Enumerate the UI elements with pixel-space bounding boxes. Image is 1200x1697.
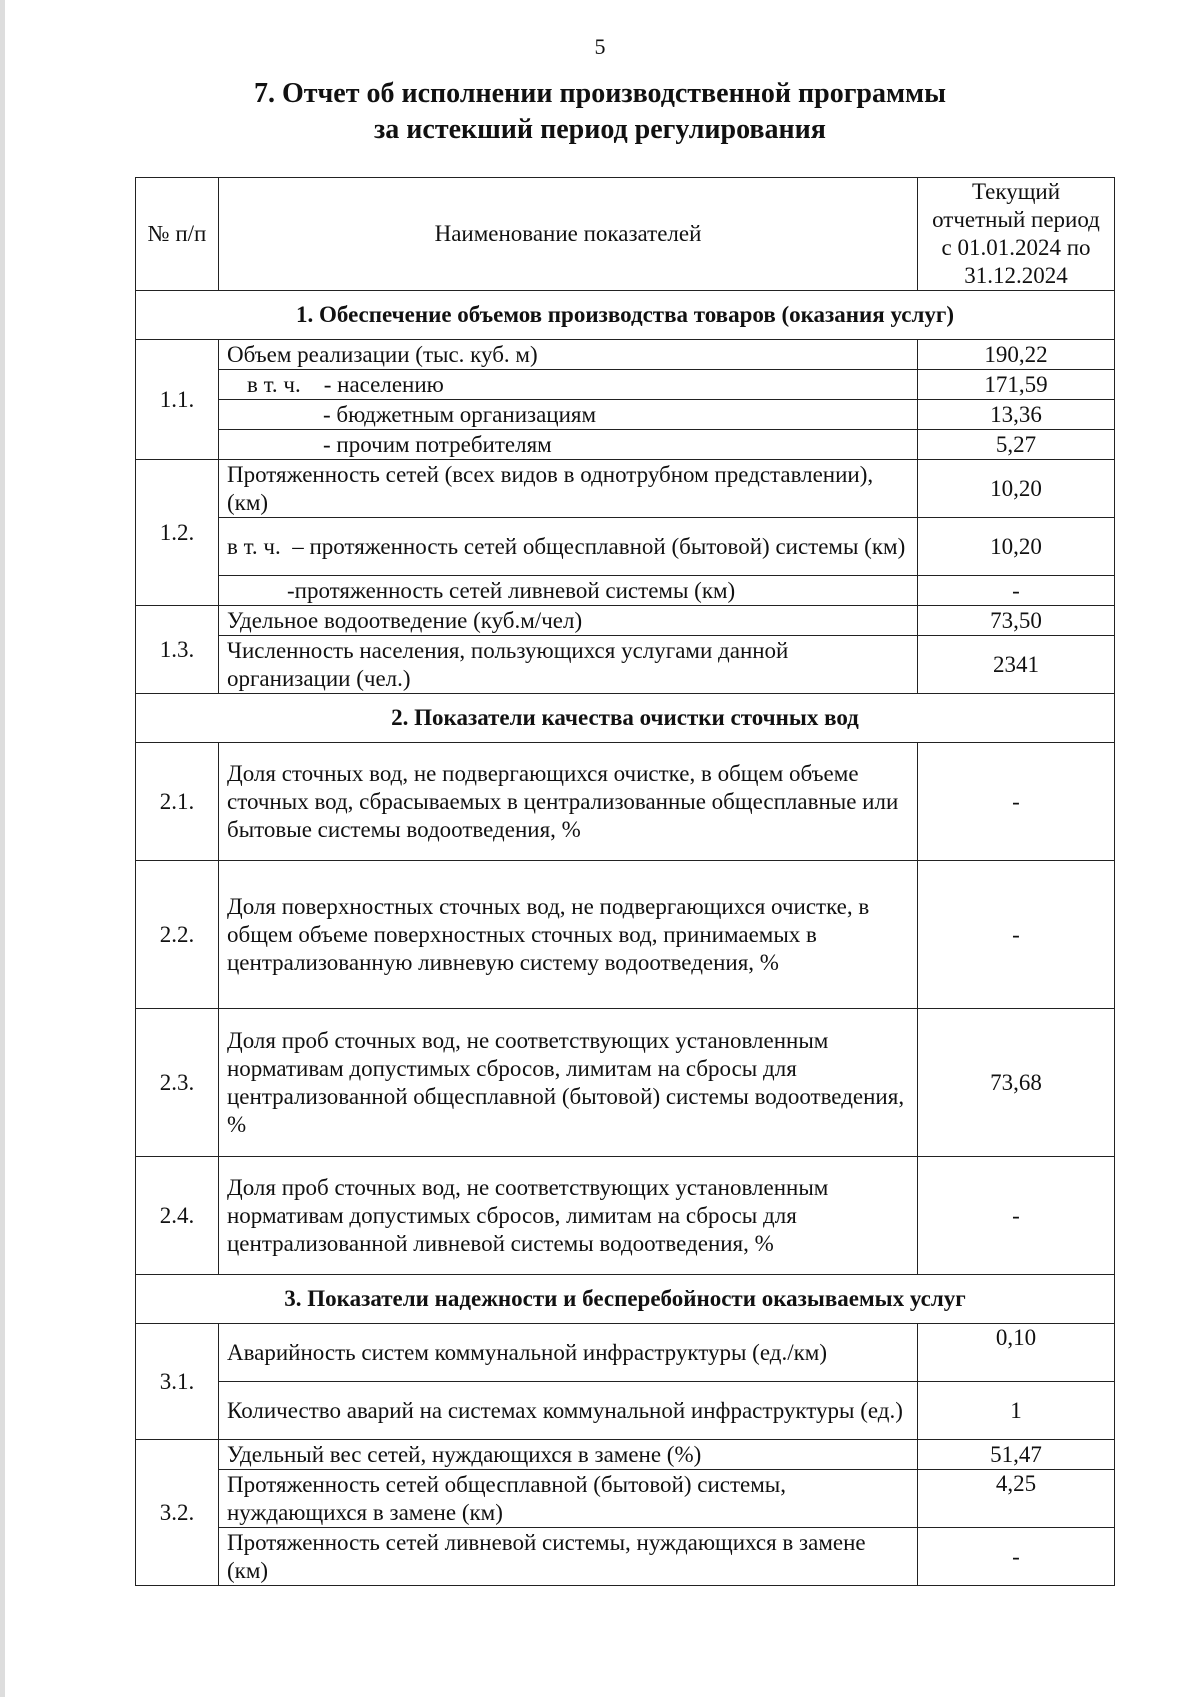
row-value: 2341 — [918, 636, 1115, 694]
table-row — [136, 518, 1115, 576]
table-row — [136, 636, 1115, 694]
row-value: - — [918, 576, 1115, 606]
row-name: Доля сточных вод, не подвергающихся очистке, в общем объеме сточных вод, сбрасываемых в централизованные общесплавные или бытовые системы водоотведения, % — [219, 743, 918, 861]
row-value: 73,68 — [918, 1009, 1115, 1157]
row-value: - — [918, 1157, 1115, 1275]
row-value: - — [918, 743, 1115, 861]
title-line-2: за истекший период регулирования — [374, 114, 826, 145]
row-name: Численность населения, пользующихся услугами данной организации (чел.) — [219, 636, 918, 694]
section-2-title: 2. Показатели качества очистки сточных вод — [136, 694, 1115, 743]
row-value: 0,10 — [918, 1324, 1115, 1382]
section-row — [136, 1275, 1115, 1324]
document-title — [0, 76, 1200, 148]
row-name: в т. ч. - населению — [219, 370, 918, 400]
row-name: Удельное водоотведение (куб.м/чел) — [219, 606, 918, 636]
row-name: Количество аварий на системах коммунальной инфраструктуры (ед.) — [219, 1382, 918, 1440]
row-name: - прочим потребителям — [219, 430, 918, 460]
row-name: Доля поверхностных сточных вод, не подвергающихся очистке, в общем объеме поверхностных сточных вод, принимаемых в централизованную ливневую систему водоотведения, % — [219, 861, 918, 1009]
row-value: 13,36 — [918, 400, 1115, 430]
table-row — [136, 1324, 1115, 1382]
table-row — [136, 576, 1115, 606]
scan-edge — [0, 0, 5, 1697]
row-name: Протяженность сетей общесплавной (бытовой) системы, нуждающихся в замене (км) — [219, 1470, 918, 1528]
row-num: 1.1. — [136, 340, 219, 460]
row-value: 190,22 — [918, 340, 1115, 370]
table-row — [136, 400, 1115, 430]
table-row — [136, 743, 1115, 861]
table-row — [136, 430, 1115, 460]
row-value: 51,47 — [918, 1440, 1115, 1470]
row-name: в т. ч. – протяженность сетей общесплавной (бытовой) системы (км) — [219, 518, 918, 576]
row-num: 1.3. — [136, 606, 219, 694]
row-num: 3.2. — [136, 1440, 219, 1586]
row-name: Объем реализации (тыс. куб. м) — [219, 340, 918, 370]
row-value: - — [918, 861, 1115, 1009]
row-value: 4,25 — [918, 1470, 1115, 1528]
table-row — [136, 460, 1115, 518]
row-value: 5,27 — [918, 430, 1115, 460]
section-row — [136, 291, 1115, 340]
page-number: 5 — [594, 34, 606, 59]
header-row — [136, 178, 1115, 291]
row-value: 10,20 — [918, 518, 1115, 576]
row-name: Доля проб сточных вод, не соответствующих установленным нормативам допустимых сбросов, лимитам на сбросы для централизованной общесплавной (бытовой) системы водоотведения, % — [219, 1009, 918, 1157]
row-num: 1.2. — [136, 460, 219, 606]
section-3-title: 3. Показатели надежности и бесперебойности оказываемых услуг — [136, 1275, 1115, 1324]
row-value: 10,20 — [918, 460, 1115, 518]
row-value: 1 — [918, 1382, 1115, 1440]
row-num: 2.2. — [136, 861, 219, 1009]
title-line-1: 7. Отчет об исполнении производственной программы — [253, 78, 946, 109]
row-num: 2.3. — [136, 1009, 219, 1157]
row-num: 2.4. — [136, 1157, 219, 1275]
row-name: -протяженность сетей ливневой системы (км) — [219, 576, 918, 606]
row-value: 171,59 — [918, 370, 1115, 400]
header-period: Текущий отчетный период с 01.01.2024 по 31.12.2024 — [918, 178, 1115, 291]
section-row — [136, 694, 1115, 743]
table-row — [136, 861, 1115, 1009]
table-row — [136, 1528, 1115, 1586]
row-num: 3.1. — [136, 1324, 219, 1440]
row-name: - бюджетным организациям — [219, 400, 918, 430]
header-num: № п/п — [136, 178, 219, 291]
row-value: - — [918, 1528, 1115, 1586]
table-row — [136, 1009, 1115, 1157]
row-name: Удельный вес сетей, нуждающихся в замене (%) — [219, 1440, 918, 1470]
report-table — [135, 177, 1115, 1586]
table-row — [136, 370, 1115, 400]
row-name: Протяженность сетей (всех видов в однотрубном представлении), (км) — [219, 460, 918, 518]
row-name: Аварийность систем коммунальной инфраструктуры (ед./км) — [219, 1324, 918, 1382]
header-name: Наименование показателей — [219, 178, 918, 291]
table-row — [136, 1157, 1115, 1275]
section-1-title: 1. Обеспечение объемов производства товаров (оказания услуг) — [136, 291, 1115, 340]
table-row — [136, 1470, 1115, 1528]
row-num: 2.1. — [136, 743, 219, 861]
table-row — [136, 1440, 1115, 1470]
table-row — [136, 606, 1115, 636]
table-row — [136, 340, 1115, 370]
table-row — [136, 1382, 1115, 1440]
row-value: 73,50 — [918, 606, 1115, 636]
row-name: Протяженность сетей ливневой системы, нуждающихся в замене (км) — [219, 1528, 918, 1586]
row-name: Доля проб сточных вод, не соответствующих установленным нормативам допустимых сбросов, лимитам на сбросы для централизованной ливневой системы водоотведения, % — [219, 1157, 918, 1275]
